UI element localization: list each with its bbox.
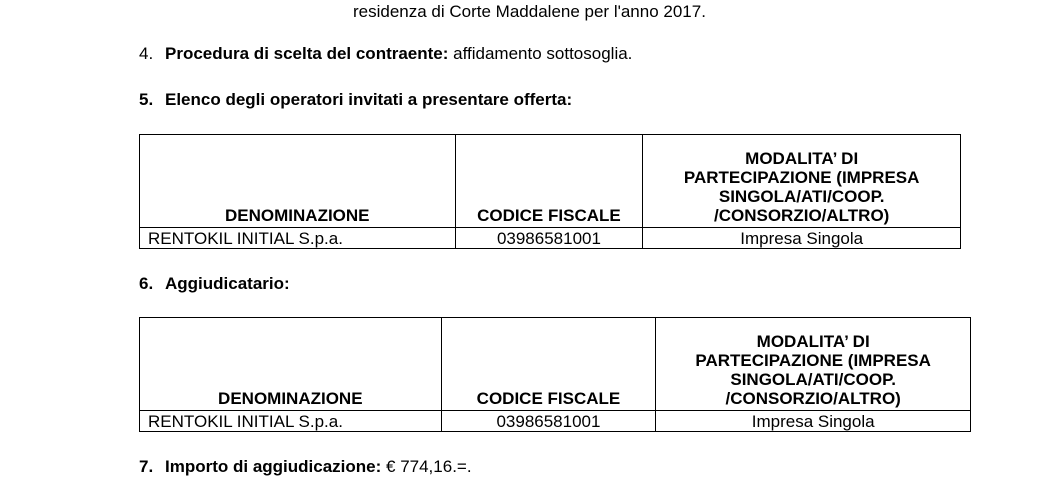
header-codice-fiscale: CODICE FISCALE bbox=[441, 318, 656, 411]
item-5 bbox=[139, 90, 572, 110]
cell-denominazione: RENTOKIL INITIAL S.p.a. bbox=[140, 411, 442, 432]
operators-table bbox=[139, 134, 961, 249]
intro-line: residenza di Corte Maddalene per l'anno 2017. bbox=[353, 2, 706, 21]
header-denominazione: DENOMINAZIONE bbox=[140, 318, 442, 411]
item-5-label: Elenco degli operatori invitati a presentare offerta: bbox=[165, 90, 573, 109]
header-codice-fiscale: CODICE FISCALE bbox=[455, 135, 643, 228]
table-row bbox=[140, 228, 961, 249]
item-4-value: affidamento sottosoglia. bbox=[453, 44, 633, 63]
table-header-row bbox=[140, 318, 971, 411]
cell-modalita: Impresa Singola bbox=[643, 228, 961, 249]
header-modalita: MODALITA’ DI PARTECIPAZIONE (IMPRESA SINGOLA/ATI/COOP. /CONSORZIO/ALTRO) bbox=[643, 135, 961, 228]
cell-denominazione: RENTOKIL INITIAL S.p.a. bbox=[140, 228, 456, 249]
item-6 bbox=[139, 274, 290, 294]
item-7-number: 7. bbox=[139, 457, 154, 476]
table-row bbox=[140, 411, 971, 432]
table-header-row bbox=[140, 135, 961, 228]
item-7-label: Importo di aggiudicazione: bbox=[165, 457, 382, 476]
item-7 bbox=[139, 457, 472, 477]
cell-codice-fiscale: 03986581001 bbox=[455, 228, 643, 249]
item-5-number: 5. bbox=[139, 90, 154, 109]
item-6-label: Aggiudicatario: bbox=[165, 274, 290, 293]
item-4 bbox=[139, 44, 632, 64]
item-4-number: 4. bbox=[139, 44, 154, 63]
header-denominazione: DENOMINAZIONE bbox=[140, 135, 456, 228]
cell-codice-fiscale: 03986581001 bbox=[441, 411, 656, 432]
item-4-label: Procedura di scelta del contraente: bbox=[165, 44, 449, 63]
header-modalita: MODALITA’ DI PARTECIPAZIONE (IMPRESA SINGOLA/ATI/COOP. /CONSORZIO/ALTRO) bbox=[656, 318, 971, 411]
winner-table bbox=[139, 317, 971, 432]
item-7-value: € 774,16.=. bbox=[386, 457, 472, 476]
cell-modalita: Impresa Singola bbox=[656, 411, 971, 432]
item-6-number: 6. bbox=[139, 274, 154, 293]
